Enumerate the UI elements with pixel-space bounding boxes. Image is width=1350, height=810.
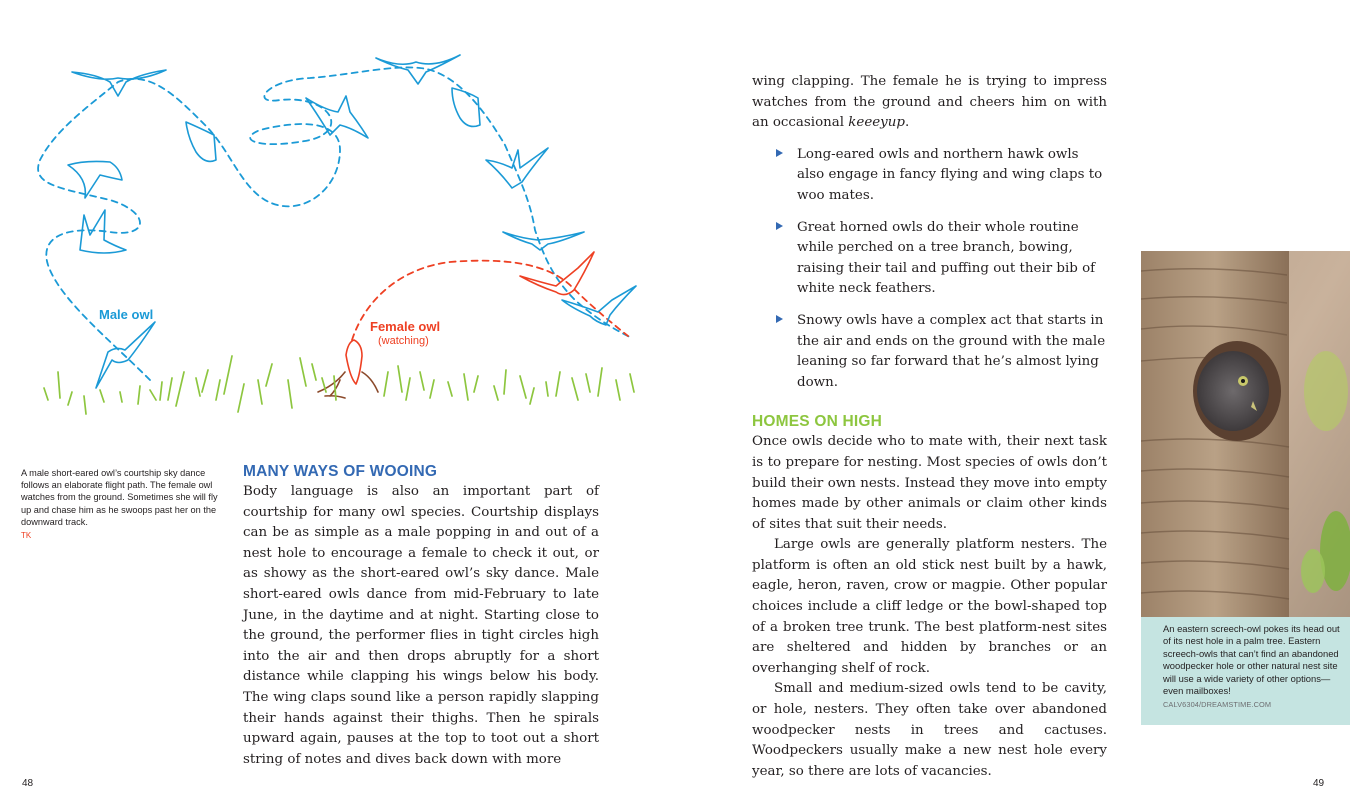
watching-label: (watching) xyxy=(378,335,429,347)
male-owl-figure xyxy=(186,122,216,161)
female-owl-perched-figure xyxy=(346,340,362,384)
body-paragraph: Large owls are generally platform nesters. The platform is often an old stick nest built by a hawk, eagle, heron, raven, crow or magpie. Other popular choices include a cliff ledge or the bowl-shaped top of a broken tree trunk. The best platform-nest sites are sheltered and hidden by branches or an overhanging shelf of rock. xyxy=(752,537,1107,676)
section-heading-homes: HOMES ON HIGH xyxy=(752,413,883,431)
male-owl-figure xyxy=(96,322,155,388)
section-heading-wooing: MANY WAYS OF WOOING xyxy=(243,463,438,480)
female-owl-flying-figure xyxy=(520,252,594,295)
page-number-right: 49 xyxy=(1313,778,1325,789)
photo-caption: An eastern screech-owl pokes its head out of its nest hole in a palm tree. Eastern screech-owls that can’t find an abandoned woodpecker hole or other natural nest site will use a wide variety of other options—even mailboxes! xyxy=(1163,623,1340,697)
grass xyxy=(44,356,634,414)
list-item xyxy=(752,218,1107,300)
figure-caption-text: A male short-eared owl’s courtship sky dance follows an elaborate flight path. The female owl watches from the ground. Sometimes she will fly up and chase him as he swoops past her on the downward track. xyxy=(21,468,218,527)
continuation-text: wing clapping. The female he is trying to impress watches from the ground and cheers him on with an occasional xyxy=(752,74,1107,131)
figure-credit: TK xyxy=(21,531,32,541)
sky-dance-illustration xyxy=(0,0,660,430)
continued-paragraph xyxy=(752,72,1107,134)
photo-credit: CALV6304/DREAMSTIME.COM xyxy=(1163,700,1272,710)
figure-caption xyxy=(21,467,221,542)
triangle-bullet-icon xyxy=(776,149,783,157)
body-paragraph: Body language is also an important part of courtship for many owl species. Courtship displays can be as simple as a male popping in and out of a nest hole to encourage a female to check it out, or as showy as the short-eared owl’s sky dance. Male short-eared owls dance from mid-February to late June, in the daytime and at night. Starting close to the ground, the performer flies in tight circles high into the air and then drops abruptly for a short distance while clapping his wings below his body. The wing claps sound like a person rapidly slapping their hands against their thighs. Then he spirals upward again, pauses at the top to toot out a short string of notes and dives back down with more xyxy=(243,484,599,767)
page-number-left: 48 xyxy=(22,778,34,789)
male-owl-label: Male owl xyxy=(99,307,154,322)
triangle-bullet-icon xyxy=(776,222,783,230)
list-item xyxy=(752,145,1107,207)
list-item xyxy=(752,311,1107,393)
male-owl-figure xyxy=(306,96,368,138)
screech-owl xyxy=(1197,351,1269,431)
keeeyup-call: keeeyup xyxy=(848,115,905,131)
list-item-text: Great horned owls do their whole routine while perched on a tree branch, bowing, raising their tail and puffing out their bib of white neck feathers. xyxy=(797,219,1096,297)
left-text-column xyxy=(243,462,599,770)
male-owl-figure xyxy=(503,232,584,250)
body-paragraph: Once owls decide who to mate with, their next task is to prepare for nesting. Most species of owls don’t build their own nests. Instead they move into empty homes made by other animals or claim other kinds of sites that suit their needs. xyxy=(752,434,1107,532)
list-item-text: Snowy owls have a complex act that starts in the air and ends on the ground with the male leaning so far forward that he’s almost lying down. xyxy=(797,312,1106,390)
male-owl-figure xyxy=(376,55,460,84)
triangle-bullet-icon xyxy=(776,315,783,323)
body-paragraph: Small and medium-sized owls tend to be cavity, or hole, nesters. They often take over abandoned woodpecker nests in trees and cactuses. Woodpeckers usually make a new nest hole every year, so there are lots of vacancies. xyxy=(752,681,1107,779)
female-owl-label: Female owl xyxy=(370,319,441,334)
male-owl-figure xyxy=(68,161,122,198)
screech-owl-photo xyxy=(1141,251,1350,617)
list-item-text: Long-eared owls and northern hawk owls also engage in fancy flying and wing claps to woo mates. xyxy=(797,146,1103,203)
right-text-column xyxy=(752,72,1107,782)
male-owl-figure xyxy=(486,148,548,188)
photo-caption-box xyxy=(1141,617,1350,725)
branch xyxy=(318,372,378,398)
male-flight-path xyxy=(38,67,632,380)
owl-display-list xyxy=(752,145,1107,394)
continuation-end: . xyxy=(904,115,910,131)
